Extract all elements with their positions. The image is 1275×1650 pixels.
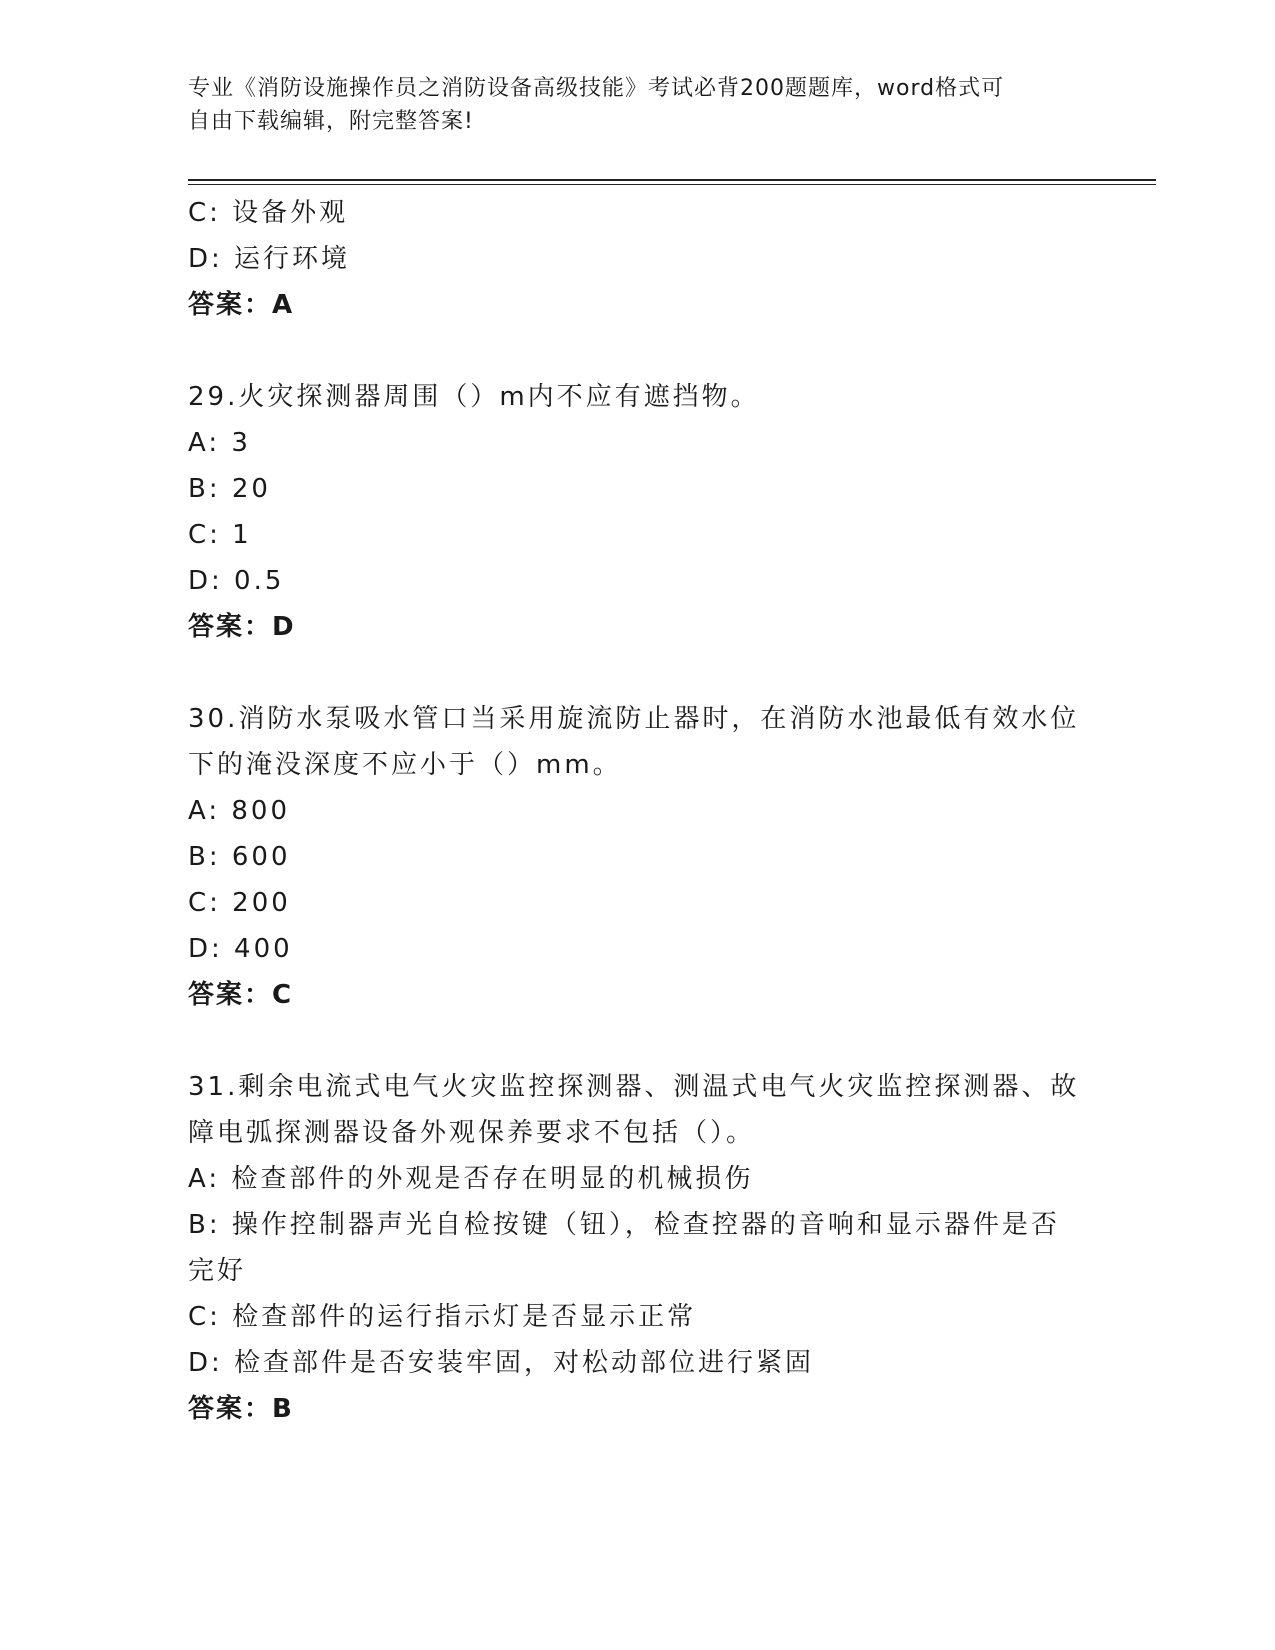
question-31 <box>188 1064 1088 1432</box>
answer: 答案：B <box>188 1394 294 1424</box>
question-list <box>188 190 1088 1432</box>
option-a: A: 3 <box>188 428 251 458</box>
option-d: D: 400 <box>188 934 293 964</box>
prev-option-c: C: 设备外观 <box>188 198 349 228</box>
option-d: D: 0.5 <box>188 566 285 596</box>
question-stem: 31.剩余电流式电气火灾监控探测器、测温式电气火灾监控探测器、故 <box>188 1072 1080 1102</box>
option-b: B: 操作控制器声光自检按键（钮），检查控器的音响和显示器件是否 <box>188 1210 1060 1240</box>
option-d: D: 检查部件是否安装牢固，对松动部位进行紧固 <box>188 1348 815 1378</box>
question-29 <box>188 374 1088 650</box>
header-line-1: 专业《消防设施操作员之消防设备高级技能》考试必背200题题库，word格式可 <box>188 76 1005 101</box>
answer: 答案：D <box>188 612 296 642</box>
header-divider <box>188 179 1156 181</box>
header-divider-thin <box>188 184 1156 185</box>
option-b: B: 20 <box>188 474 271 504</box>
option-b-cont: 完好 <box>188 1256 247 1286</box>
prev-answer: 答案：A <box>188 290 295 320</box>
option-b: B: 600 <box>188 842 291 872</box>
question-30 <box>188 696 1088 1018</box>
answer: 答案：C <box>188 980 294 1010</box>
header-line-2: 自由下载编辑，附完整答案! <box>188 109 474 134</box>
question-stem: 29.火灾探测器周围（）m内不应有遮挡物。 <box>188 382 760 412</box>
question-stem: 30.消防水泵吸水管口当采用旋流防止器时，在消防水池最低有效水位 <box>188 704 1080 734</box>
question-stem-cont: 下的淹没深度不应小于（）mm。 <box>188 750 622 780</box>
option-a: A: 800 <box>188 796 290 826</box>
option-c: C: 1 <box>188 520 252 550</box>
prev-option-d: D: 运行环境 <box>188 244 351 274</box>
option-a: A: 检查部件的外观是否存在明显的机械损伤 <box>188 1164 754 1194</box>
option-c: C: 检查部件的运行指示灯是否显示正常 <box>188 1302 697 1332</box>
option-c: C: 200 <box>188 888 291 918</box>
question-stem-cont: 障电弧探测器设备外观保养要求不包括（）。 <box>188 1118 756 1148</box>
document-header <box>188 72 1068 138</box>
